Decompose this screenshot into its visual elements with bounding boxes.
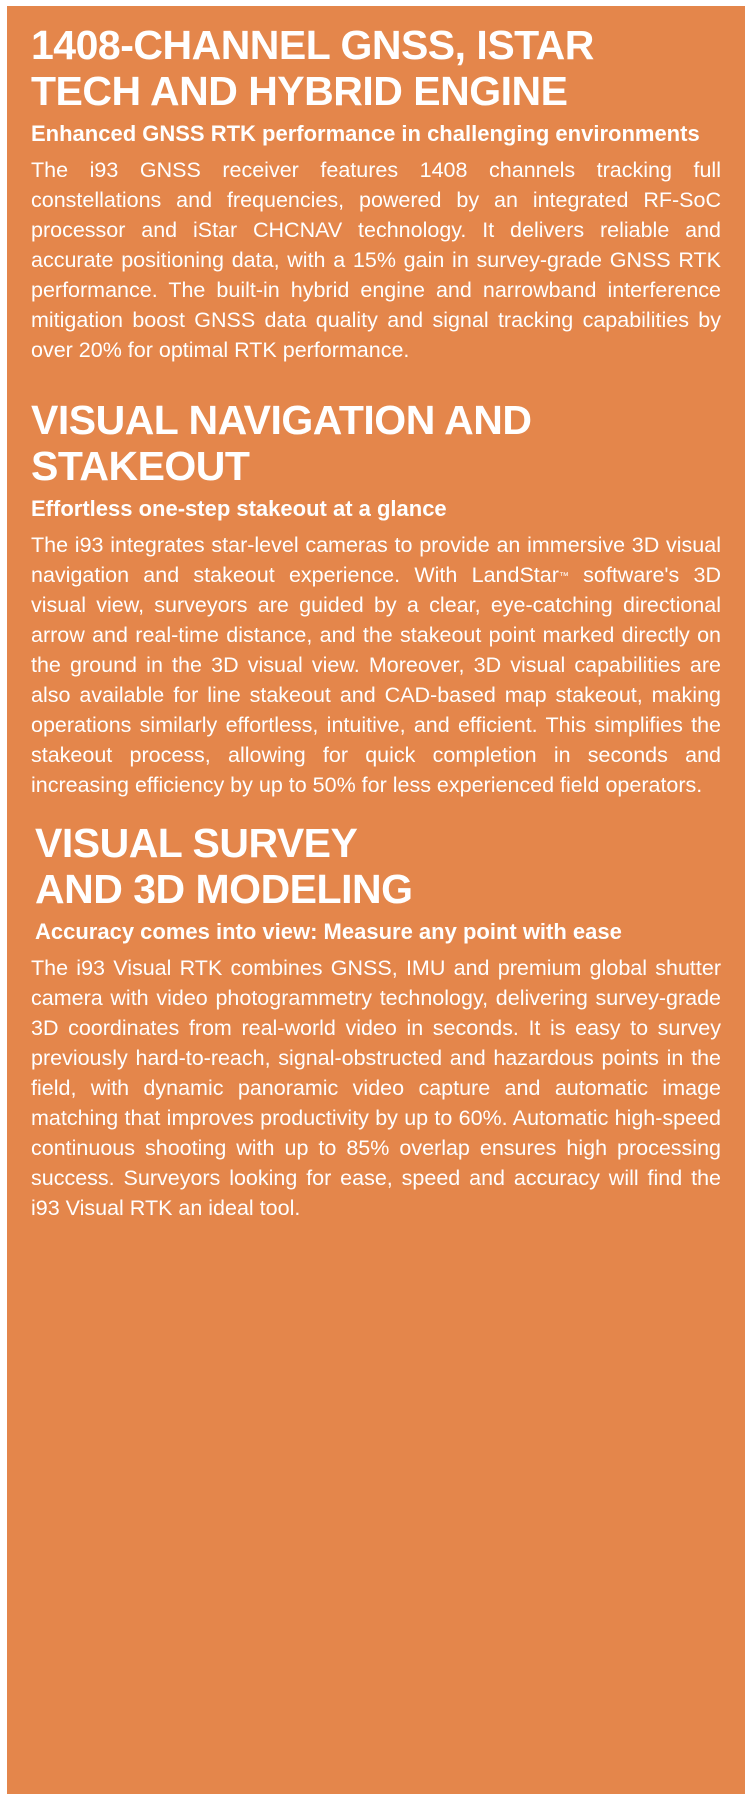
title-line-2: TECH AND HYBRID ENGINE bbox=[31, 68, 568, 114]
section-subtitle: Effortless one-step stakeout at a glance bbox=[31, 496, 447, 521]
section-subtitle: Accuracy comes into view: Measure any point with ease bbox=[35, 919, 622, 944]
title-line-2: AND 3D MODELING bbox=[35, 866, 413, 912]
section-title bbox=[31, 397, 721, 489]
body-text-part-1: The i93 integrates star-level cameras to provide an immersive 3D visual navigation and stakeout experience. With LandStar bbox=[31, 533, 721, 587]
body-text-part-2: software's 3D visual view, surveyors are guided by a clear, eye-catching directional arrow and real-time distance, and the stakeout point marked directly on the ground in the 3D visual view. Moreover, 3D visual capabilities are also available for line stakeout and CAD-based map stakeout, making operations similarly effortless, intuitive, and efficient. This simplifies the stakeout process, allowing for quick completion in seconds and increasing efficiency by up to 50% for less experienced field operators. bbox=[31, 563, 722, 797]
title-line-1: VISUAL NAVIGATION AND bbox=[31, 397, 532, 443]
section-title bbox=[31, 22, 721, 114]
title-line-1: VISUAL SURVEY bbox=[35, 820, 358, 866]
title-line-1: 1408-CHANNEL GNSS, ISTAR bbox=[31, 22, 594, 68]
section-gnss-istar bbox=[31, 22, 721, 365]
section-body: The i93 Visual RTK combines GNSS, IMU and premium global shutter camera with video photogrammetry technology, delivering survey-grade 3D coordinates from real-world video in seconds. It is easy to survey previously hard-to-reach, signal-obstructed and hazardous points in the field, with dynamic panoramic video capture and automatic image matching that improves productivity by up to 60%. Automatic high-speed continuous shooting with up to 85% overlap ensures high processing success. Surveyors looking for ease, speed and accuracy will find the i93 Visual RTK an ideal tool. bbox=[31, 956, 721, 1220]
section-visual-survey bbox=[31, 800, 721, 1223]
section-visual-navigation bbox=[31, 365, 721, 800]
title-line-2: STAKEOUT bbox=[31, 443, 250, 489]
trademark-symbol: ™ bbox=[558, 571, 569, 582]
section-body bbox=[31, 530, 721, 800]
section-title bbox=[31, 820, 721, 912]
section-body: The i93 GNSS receiver features 1408 channels tracking full constellations and frequencies, powered by an integrated RF-SoC processor and iStar CHCNAV technology. It delivers reliable and accurate positioning data, with a 15% gain in survey-grade GNSS RTK performance. The built-in hybrid engine and narrowband interference mitigation boost GNSS data quality and signal tracking capabilities by over 20% for optimal RTK performance. bbox=[31, 158, 721, 362]
section-subtitle: Enhanced GNSS RTK performance in challenging environments bbox=[31, 121, 700, 146]
feature-panel bbox=[7, 6, 745, 1794]
